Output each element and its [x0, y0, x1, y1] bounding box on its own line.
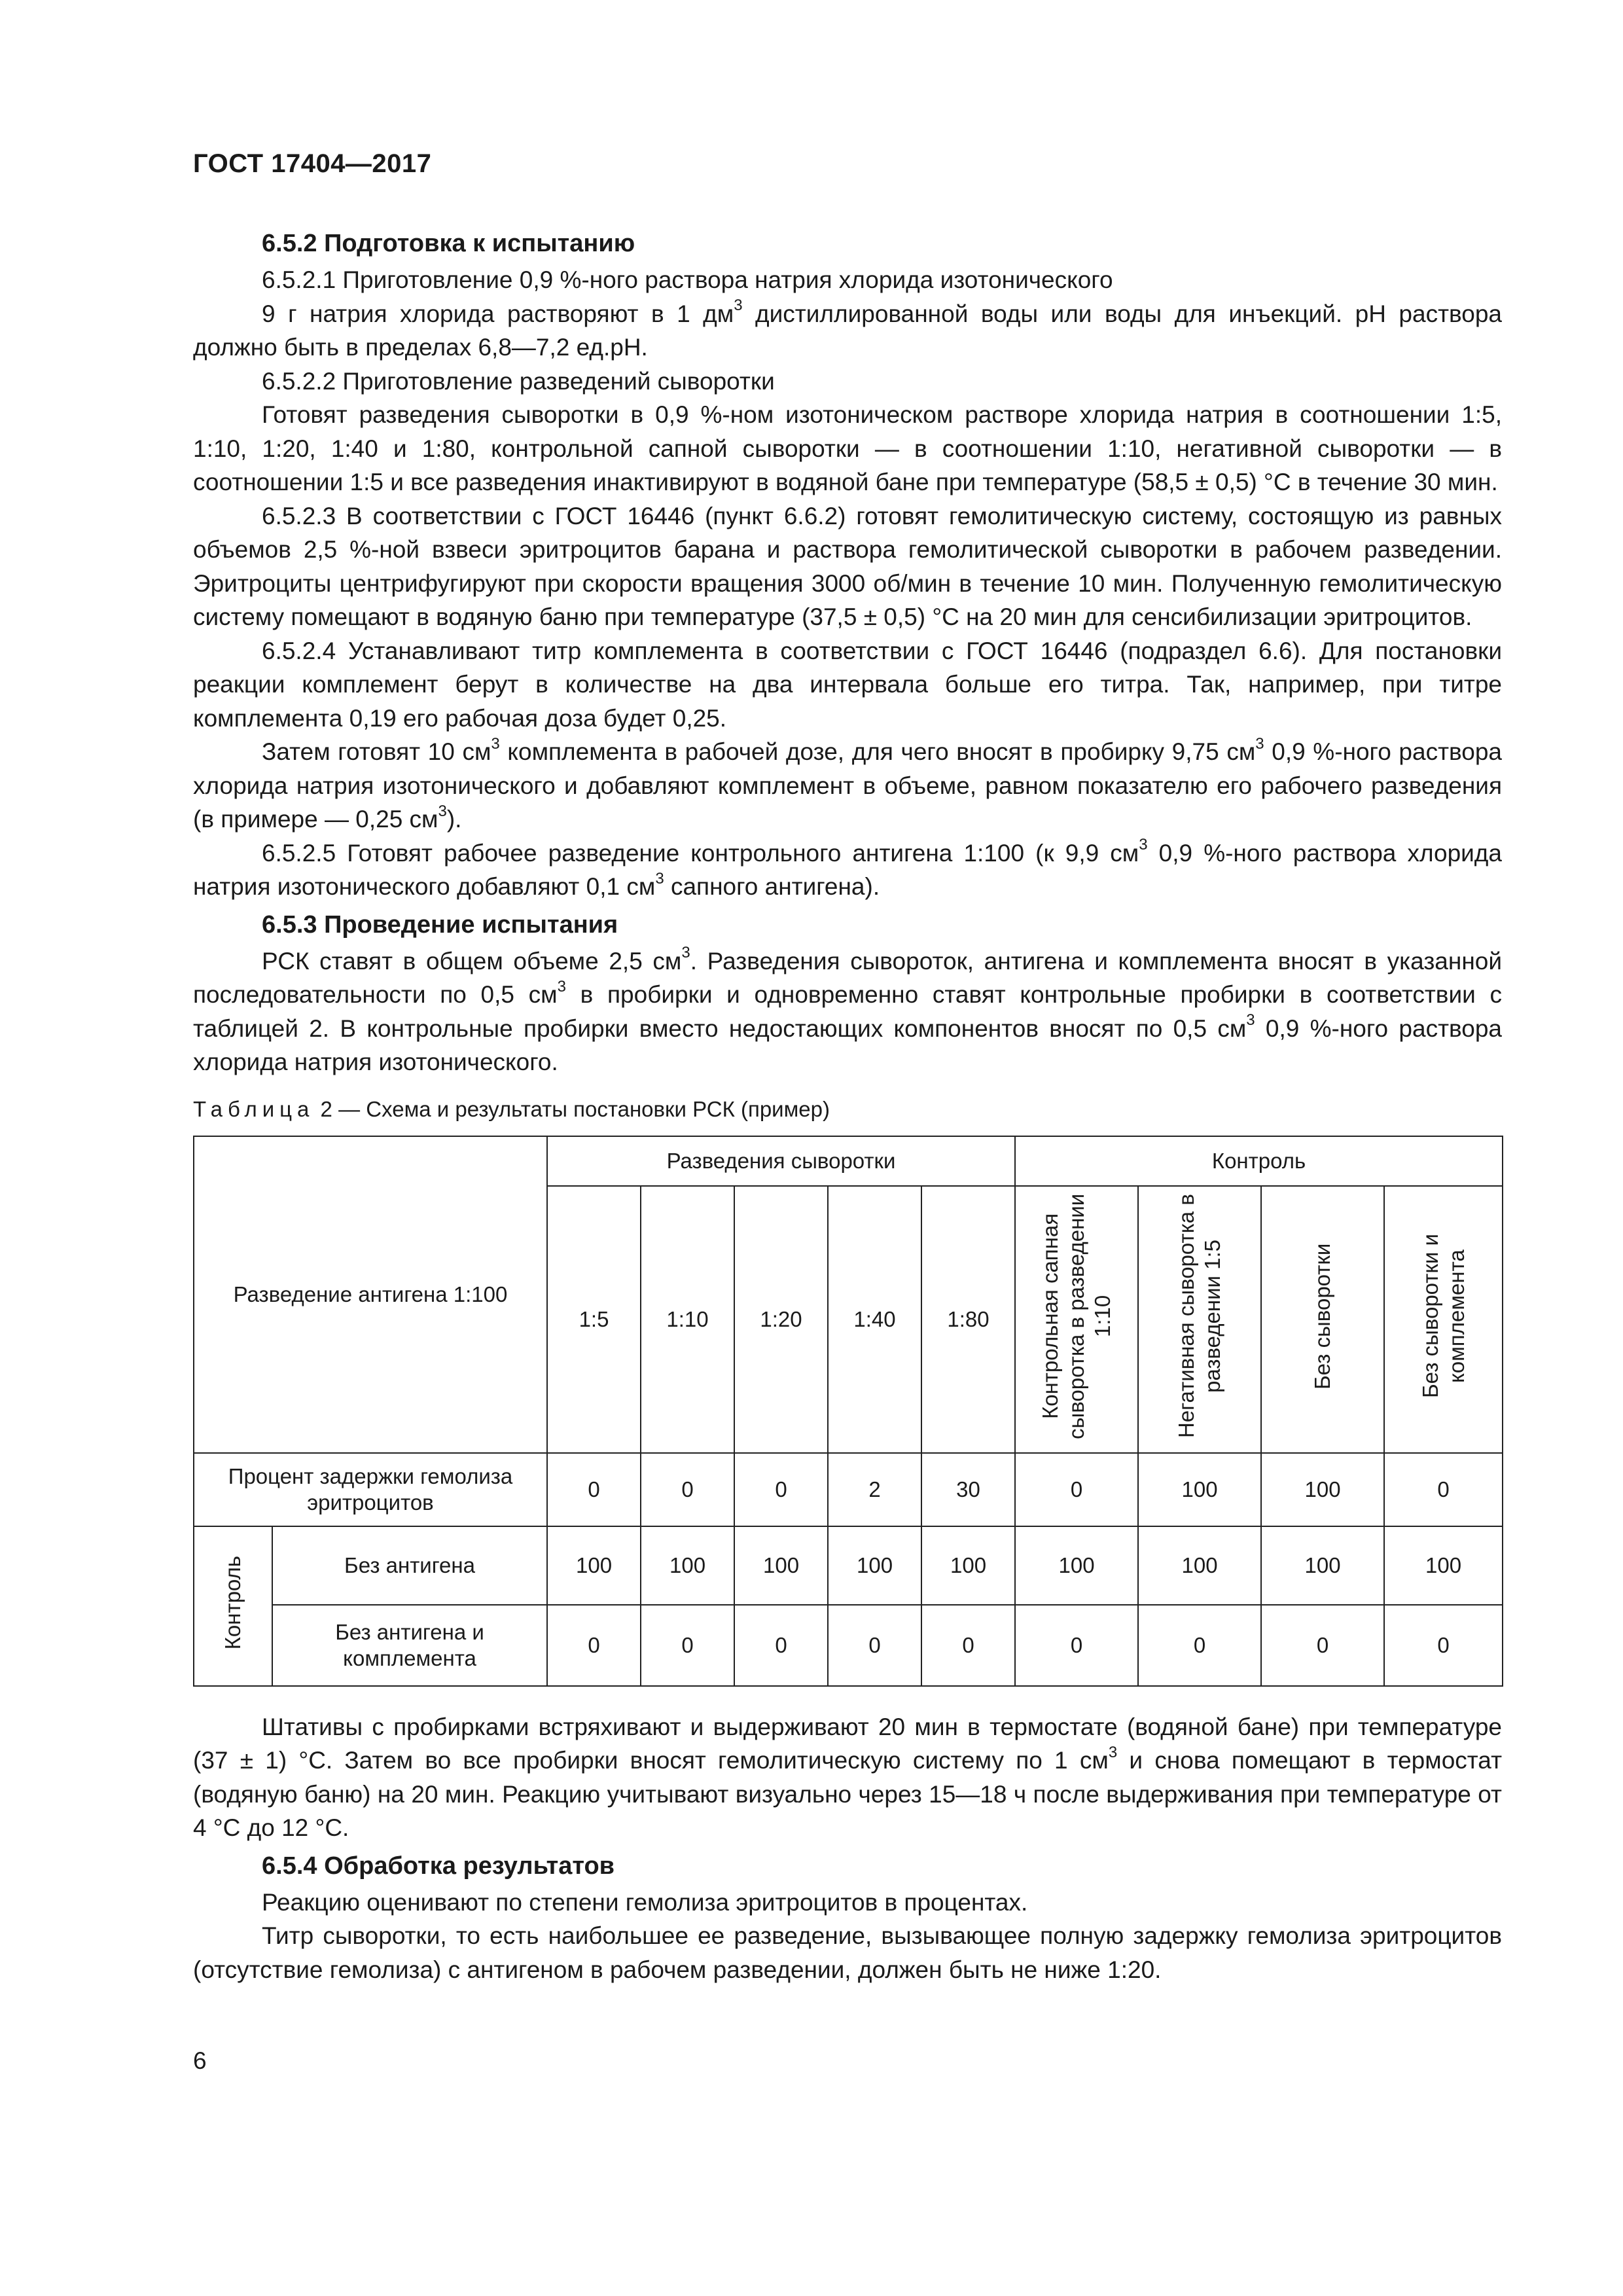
- table-cell: 0: [734, 1453, 828, 1526]
- control-header: Контрольная сапная сыворотка в разведении 1:10: [1015, 1186, 1138, 1453]
- paragraph: РСК ставят в общем объеме 2,5 $см^3$. Разведения сывороток, антигена и комплемента вносят в указанной последовательности по 0,5 $см^3$ в пробирки и одновременно ставят контрольные пробирки в соответствии с таблицей 2. В контрольные пробирки вместо недостающих компонентов вносят по 0,5 $см^3$ 0,9 %-ного раствора хлорида натрия изотонического.: [193, 944, 1502, 1075]
- table-cell: 0: [1015, 1605, 1138, 1686]
- table-cell: 0: [641, 1453, 734, 1526]
- paragraph: 6.5.2.1 Приготовление 0,9 %-ного раствора натрия хлорида изотонического: [262, 266, 1113, 293]
- paragraph: Готовят разведения сыворотки в 0,9 %-ном изотоническом растворе хлорида натрия в соотношении 1:5, 1:10, 1:20, 1:40 и 1:80, контрольной сапной сыворотки — в соотношении 1:10, негативной сыворотки — в соотношении 1:5 и все разведения инактивируют в водяной бане при температуре (58,5 ± 0,5) °С в течение 30 мин.: [193, 401, 1502, 495]
- table-cell: 0: [1015, 1453, 1138, 1526]
- table-corner-cell: Разведение антигена 1:100: [194, 1136, 547, 1453]
- paragraph: 9 г натрия хлорида растворяют в 1 $дм^3$ дистиллированной воды или воды для инъекций. pH раствора должно быть в пределах 6,8—7,2 ед.pH.: [193, 296, 1502, 361]
- table-cell: 100: [828, 1526, 921, 1605]
- table-cell: 0: [1138, 1605, 1261, 1686]
- table-cell: 100: [1261, 1453, 1384, 1526]
- document-body: [193, 223, 1502, 1986]
- table-caption: Таблица 2 — Схема и результаты постановки РСК (пример): [193, 1096, 830, 1121]
- table-cell: 2: [828, 1453, 921, 1526]
- table-row: [194, 1526, 1503, 1605]
- table-cell: 0: [828, 1605, 921, 1686]
- table-group-control: Контроль: [1015, 1136, 1503, 1186]
- page-number: 6: [193, 2047, 207, 2074]
- paragraph: Затем готовят 10 $см^3$ комплемента в рабочей дозе, для чего вносят в пробирку 9,75 $см^3$ 0,9 %-ного раствора хлорида натрия изотонического и добавляют комплемент в объеме, равном показателю его рабочего разведения (в примере — 0,25 $см^3$).: [193, 734, 1502, 833]
- dilution-header: 1:20: [734, 1186, 828, 1453]
- table-cell: 0: [734, 1605, 828, 1686]
- table-cell: 100: [1015, 1526, 1138, 1605]
- control-header: Негативная сыворотка в разведении 1:5: [1138, 1186, 1261, 1453]
- row-label-no-antigen-complement: Без антигена и комплемента: [272, 1605, 547, 1686]
- paragraph: Реакцию оценивают по степени гемолиза эритроцитов в процентах.: [262, 1888, 1028, 1916]
- table-cell: 100: [1138, 1453, 1261, 1526]
- paragraph: 6.5.2.4 Устанавливают титр комплемента в соответствии с ГОСТ 16446 (подраздел 6.6). Для постановки реакции комплемент берут в количестве на два интервала больше его титра. Так, например, при титре комплемента 0,19 его рабочая доза будет 0,25.: [193, 637, 1502, 732]
- table-cell: 0: [1261, 1605, 1384, 1686]
- table-cell: 100: [1138, 1526, 1261, 1605]
- table-row: [194, 1605, 1503, 1686]
- table-cell: 0: [1384, 1605, 1503, 1686]
- table-cell: 100: [1384, 1526, 1503, 1605]
- table-cell: 100: [547, 1526, 641, 1605]
- table-cell: 100: [921, 1526, 1015, 1605]
- dilution-header: 1:10: [641, 1186, 734, 1453]
- table-cell: 100: [1261, 1526, 1384, 1605]
- control-header: Без сыворотки: [1261, 1186, 1384, 1453]
- table-cell: 30: [921, 1453, 1015, 1526]
- dilution-header: 1:5: [547, 1186, 641, 1453]
- table-cell: 0: [547, 1453, 641, 1526]
- section-heading-6-5-2: 6.5.2 Подготовка к испытанию: [262, 230, 635, 257]
- table-row: [194, 1453, 1503, 1526]
- table-cell: 0: [641, 1605, 734, 1686]
- paragraph: Штативы с пробирками встряхивают и выдерживают 20 мин в термостате (водяной бане) при температуре (37 ± 1) °С. Затем во все пробирки вносят гемолитическую систему по 1 $см^3$ и снова помещают в термостат (водяную баню) на 20 мин. Реакцию учитывают визуально через 15—18 ч после выдерживания при температуре от 4 °С до 12 °С.: [193, 1713, 1503, 1841]
- control-header: Без сыворотки и комплемента: [1384, 1186, 1503, 1453]
- section-heading-6-5-3: 6.5.3 Проведение испытания: [262, 910, 618, 939]
- table-cell: 0: [921, 1605, 1015, 1686]
- table-cell: 100: [641, 1526, 734, 1605]
- results-table: [193, 1136, 1503, 1687]
- paragraph: 6.5.2.3 В соответствии с ГОСТ 16446 (пункт 6.6.2) готовят гемолитическую систему, состоящую из равных объемов 2,5 %-ной взвеси эритроцитов барана и раствора гемолитической сыворотки в рабочем разведении. Эритроциты центрифугируют при скорости вращения 3000 об/мин в течение 10 мин. Полученную гемолитическую систему помещают в водяную баню при температуре (37,5 ± 0,5) °С на 20 мин для сенсибилизации эритроцитов.: [193, 502, 1502, 630]
- table-cell: 0: [547, 1605, 641, 1686]
- table-cell: 0: [1384, 1453, 1503, 1526]
- section-heading-6-5-4: 6.5.4 Обработка результатов: [262, 1852, 615, 1880]
- dilution-header: 1:40: [828, 1186, 921, 1453]
- table-group-dilutions: Разведения сыворотки: [547, 1136, 1015, 1186]
- row-label-no-antigen: Без антигена: [272, 1526, 547, 1605]
- document-header: ГОСТ 17404—2017: [193, 149, 432, 178]
- dilution-header: 1:80: [921, 1186, 1015, 1453]
- table-cell: 100: [734, 1526, 828, 1605]
- paragraph: 6.5.2.2 Приготовление разведений сыворотки: [262, 367, 775, 395]
- paragraph: 6.5.2.5 Готовят рабочее разведение контрольного антигена 1:100 (к 9,9 $см^3$ 0,9 %-ного раствора хлорида натрия изотонического добавляют 0,1 $см^3$ сапного антигена).: [193, 836, 1502, 900]
- row-group-control-label: Контроль: [194, 1526, 272, 1686]
- row-label-percent: Процент задержки гемолиза эритроцитов: [194, 1453, 547, 1526]
- paragraph: Титр сыворотки, то есть наибольшее ее разведение, вызывающее полную задержку гемолиза эритроцитов (отсутствие гемолиза) с антигеном в рабочем разведении, должен быть не ниже 1:20.: [193, 1922, 1502, 1983]
